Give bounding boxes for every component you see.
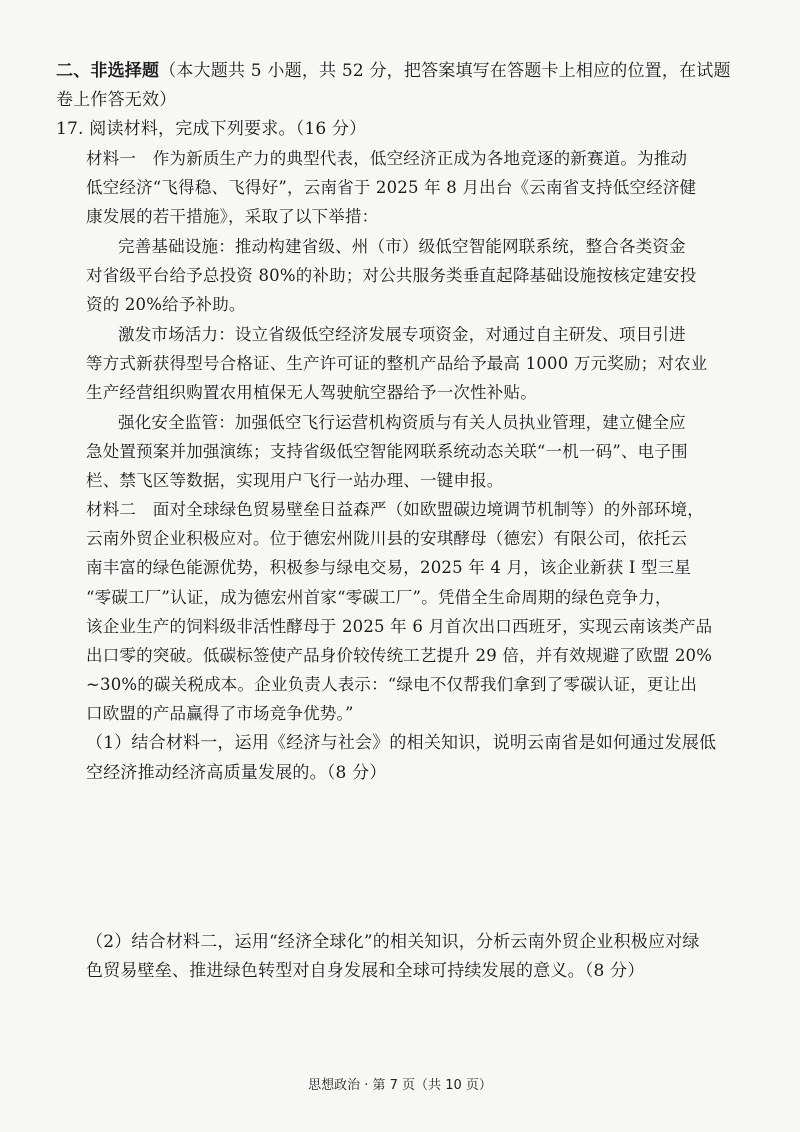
material2-line: 云南外贸企业积极应对。位于德宏州陇川县的安琪酵母（德宏）有限公司，依托云	[86, 529, 688, 548]
material1-line: 强化安全监管：加强低空飞行运营机构资质与有关人员执业管理，建立健全应	[118, 413, 686, 432]
material1-line: 资的 20%给予补助。	[86, 295, 246, 314]
material2-line: 材料二 面对全球绿色贸易壁垒日益森严（如欧盟碳边境调节机制等）的外部环境，	[86, 500, 704, 519]
material2-line: 该企业生产的饲料级非活性酵母于 2025 年 6 月首次出口西班牙，实现云南该类产品	[86, 617, 713, 636]
sub-question-1: （1）结合材料一，运用《经济与社会》的相关知识，说明云南省是如何通过发展低	[86, 733, 717, 753]
material2-line: 出口零的突破。低碳标签使产品身价较传统工艺提升 29 倍，并有效规避了欧盟 20%	[86, 646, 713, 665]
material1-line: 激发市场活力：设立省级低空经济发展专项资金，对通过自主研发、项目引进	[118, 325, 686, 344]
material2-line: “零碳工厂”认证，成为德宏州首家“零碳工厂”。凭借全生命周期的绿色竞争力，	[86, 588, 672, 607]
section-heading-cont: 卷上作答无效）	[56, 90, 177, 110]
material1-line: 完善基础设施：推动构建省级、州（市）级低空智能网联系统，整合各类资金	[118, 237, 686, 256]
material1-line: 康发展的若干措施》，采取了以下举措：	[86, 207, 379, 226]
material1-line: 对省级平台给予总投资 80%的补助；对公共服务类垂直起降基础设施按核定建安投	[86, 266, 697, 285]
material1-line: 生产经营组织购置农用植保无人驾驶航空器给予一次性补贴。	[86, 383, 537, 402]
material1-line: 栏、禁飞区等数据，实现用户飞行一站办理、一键申报。	[86, 471, 504, 490]
sub-question-1: 空经济推动经济高质量发展的。（8 分）	[86, 763, 387, 783]
material1-line: 急处置预案并加强演练；支持省级低空智能网联系统动态关联“一机一码”、电子围	[86, 442, 688, 461]
sub-question-2: （2）结合材料二，运用“经济全球化”的相关知识，分析云南外贸企业积极应对绿	[86, 932, 700, 952]
material2-line: 口欧盟的产品赢得了市场竞争优势。”	[86, 704, 354, 723]
material1-line: 材料一 作为新质生产力的典型代表，低空经济正成为各地竞逐的新赛道。为推动	[86, 149, 688, 168]
material1-line: 低空经济“飞得稳、飞得好”，云南省于 2025 年 8 月出台《云南省支持低空经济健	[86, 178, 697, 197]
material2-line: 南丰富的绿色能源优势，积极参与绿电交易，2025 年 4 月，该企业新获 Ⅰ 型三星	[86, 558, 692, 577]
section-heading-bold: 二、非选择题	[56, 61, 160, 81]
material2-line: ~30%的碳关税成本。企业负责人表示：“绿电不仅帮我们拿到了零碳认证，更让出	[86, 675, 698, 694]
material1-line: 等方式新获得型号合格证、生产许可证的整机产品给予最高 1000 万元奖励；对农业	[86, 354, 708, 373]
question-title: 17. 阅读材料，完成下列要求。（16 分）	[56, 119, 367, 139]
section-heading-rest: （本大题共 5 小题，共 52 分，把答案填写在答题卡上相应的位置，在试题	[159, 61, 731, 81]
section-heading	[56, 60, 731, 82]
page-footer: 思想政治 · 第 7 页（共 10 页）	[308, 1078, 492, 1093]
sub-question-2: 色贸易壁垒、推进绿色转型对自身发展和全球可持续发展的意义。（8 分）	[86, 961, 645, 981]
